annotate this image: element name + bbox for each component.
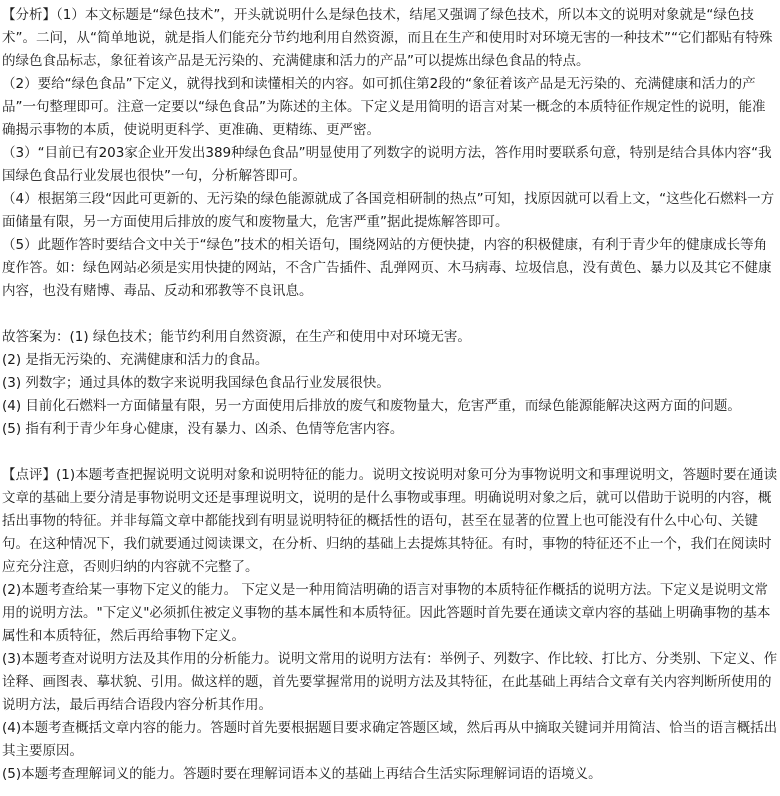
answer-line-2: (2) 是指无污染的、充满健康和活力的食品。 <box>2 352 269 368</box>
comment-paragraph-5: (5)本题考查理解词义的能力。答题时要在理解词语本义的基础上再结合生活实际理解词语的语境义。 <box>2 766 602 782</box>
section-spacer <box>2 303 778 326</box>
answer-line-1: 故答案为：(1) 绿色技术；能节约利用自然资源，在生产和使用中对环境无害。 <box>2 329 471 345</box>
answer-line-5: (5) 指有利于青少年身心健康，没有暴力、凶杀、色情等危害内容。 <box>2 421 404 437</box>
answer-section <box>2 326 778 441</box>
section-spacer <box>2 441 778 464</box>
comment-paragraph-2: (2)本题考查给某一事物下定义的能力。 下定义是一种用简洁明确的语言对事物的本质特征作概括的说明方法。下定义是说明文常用的说明方法。"下定义"必须抓住被定义事物的基本属性和本质特征。因此答题时首先要在通读文章内容的基础上明确事物的基本属性和本质特征，然后再给事物下定义。 <box>2 582 771 644</box>
comment-paragraph-1: 【点评】(1)本题考查把握说明文说明对象和说明特征的能力。说明文按说明对象可分为事物说明文和事理说明文，答题时要在通读文章的基础上要分清是事物说明文还是事理说明文，说明的是什么事物或事理。明确说明对象之后，就可以借助于说明的内容，概括出事物的特征。并非每篇文章中都能找到有明显说明特征的概括性的语句，甚至在显著的位置上也可能没有什么中心句、关键句。在这种情况下，我们就要通过阅读课文，在分析、归纳的基础上去提炼其特征。有时，事物的特征还不止一个，我们在阅读时应充分注意，否则归纳的内容就不完整了。 <box>2 467 778 575</box>
comment-section <box>2 464 778 786</box>
analysis-paragraph-2: （2）要给“绿色食品”下定义，就得找到和读懂相关的内容。如可抓住第2段的“象征着该产品是无污染的、充满健康和活力的产品”一句整理即可。注意一定要以“绿色食品”为陈述的主体。下定义是用简明的语言对某一概念的本质特征作规定性的说明，能准确揭示事物的本质，使说明更科学、更准确、更精练、更严密。 <box>2 76 766 138</box>
analysis-paragraph-5: （5）此题作答时要结合文中关于“绿色”技术的相关语句，围绕网站的方便快捷，内容的积极健康，有利于青少年的健康成长等角度作答。如：绿色网站必须是实用快捷的网站，不含广告插件、乱弹网页、木马病毒、垃圾信息，没有黄色、暴力以及其它不健康内容，也没有赌博、毒品、反动和邪教等不良讯息。 <box>2 237 772 299</box>
answer-line-3: (3) 列数字；通过具体的数字来说明我国绿色食品行业发展很快。 <box>2 375 390 391</box>
analysis-paragraph-1: 【分析】（1）本文标题是“绿色技术”，开头就说明什么是绿色技术，结尾又强调了绿色技术，所以本文的说明对象就是“绿色技术”。二问，从“简单地说，就是指人们能充分节约地利用自然资源，而且在生产和使用时对环境无害的一种技术”“它们都贴有特殊的绿色食品标志，象征着该产品是无污染的、充满健康和活力的产品”可以提炼出绿色食品的特点。 <box>2 7 773 69</box>
analysis-paragraph-3: （3）“目前已有203家企业开发出389种绿色食品”明显使用了列数字的说明方法，答作用时要联系句意，特别是结合具体内容“我国绿色食品行业发展也很快”一句，分析解答即可。 <box>2 145 772 184</box>
analysis-section <box>2 4 778 303</box>
analysis-paragraph-4: （4）根据第三段“因此可更新的、无污染的绿色能源就成了各国竞相研制的热点”可知，找原因就可以看上文，“这些化石燃料一方面储量有限，另一方面使用后排放的废气和废物量大，危害严重”据此提炼解答即可。 <box>2 191 775 230</box>
comment-paragraph-4: (4)本题考查概括文章内容的能力。答题时首先要根据题目要求确定答题区域，然后再从中摘取关键词并用简洁、恰当的语言概括出其主要原因。 <box>2 720 778 759</box>
answer-line-4: (4) 目前化石燃料一方面储量有限，另一方面使用后排放的废气和废物量大，危害严重，而绿色能源能解决这两方面的问题。 <box>2 398 741 414</box>
comment-paragraph-3: (3)本题考查对说明方法及其作用的分析能力。说明文常用的说明方法有：举例子、列数字、作比较、打比方、分类别、下定义、作诠释、画图表、摹状貌、引用。做这样的题，首先要掌握常用的说明方法及其特征，在此基础上再结合文章有关内容判断所使用的说明方法，最后再结合语段内容分析其作用。 <box>2 651 778 713</box>
